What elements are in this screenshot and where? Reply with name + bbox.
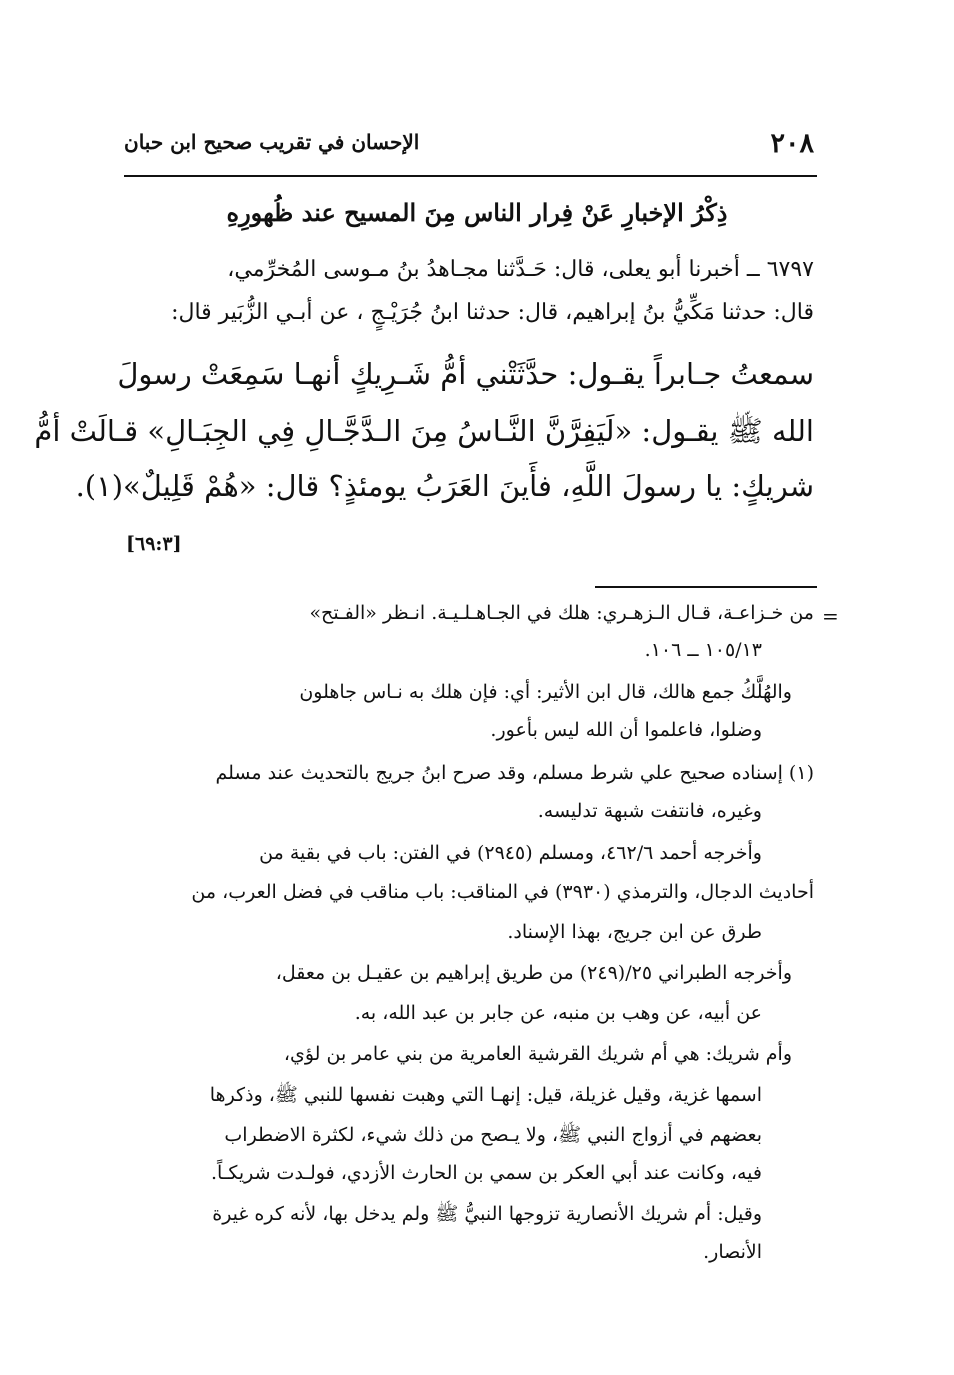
footnote-line: فيه، وكانت عند أبي العكر بن سمي بن الحارث الأزدي، فولـدت شريكـاً.: [210, 1162, 762, 1184]
footnote-line: طرق عن ابن جريج، بهذا الإسناد.: [507, 921, 762, 943]
header-rule: [124, 175, 817, 177]
footnote-line: وغيره، فانتفت شبهة تدليسه.: [537, 800, 762, 822]
footnote-rule: [595, 586, 817, 588]
matn-line: الله ﷺ يقـول: «لَيَفِرَّنَّ النَّـاسُ مِنَ الـدَّجَّـالِ فِي الجِبَـالِ» قـالَتْ أمُّ: [34, 414, 814, 448]
footnote-line: وقيل: أم شريك الأنصارية تزوجها النبيُّ ﷺ ولم يدخل بها، لأنه كره غيرة: [212, 1203, 762, 1225]
footnote-line: بعضهم في أزواج النبي ﷺ، ولا يـصح من ذلك شيء، لكثرة الاضطراب: [224, 1124, 762, 1146]
source-reference: [٦٩:٣]: [126, 533, 182, 555]
footnote-line: وأخرجه أحمد ٤٦٢/٦، ومسلم (٢٩٤٥) في الفتن: باب في بقية من: [259, 842, 762, 864]
footnote-line: عن أبيه، عن وهب بن منبه، عن جابر بن عبد الله، به.: [354, 1002, 762, 1024]
footnote-line: والهُلَّكُ جمع هالك، قال ابن الأثير: أي: فإن هلك به نـاس جاهلون: [299, 681, 792, 703]
matn-line: سمعتُ جـابراً يقـول: حدَّثَتْني أمُّ شَـرِيكٍ أنهـا سَمِعَتْ رسولَ: [117, 357, 814, 391]
footnote-line: الأنصار.: [703, 1241, 762, 1263]
matn-line: شريكٍ: يا رسولَ اللَّهِ، فأَينَ العَرَبُ يومئذٍ؟ قال: «هُمْ قَلِيلٌ»(١).: [75, 469, 814, 503]
footnote-line: (١) إسناده صحيح علي شرط مسلم، وقد صرح ابنُ جريج بالتحديث عند مسلم: [215, 762, 814, 784]
continuation-mark: =: [822, 604, 839, 628]
footnote-line: وأم شريك: هي أم شريك القرشية العامرية من بني عامر بن لؤي،: [283, 1043, 792, 1065]
page-number: ٢٠٨: [770, 128, 814, 159]
footnote-line: من خـزاعـة، قـال الـزهـري: هلك في الجـاهـلـيـة. انـظر «الفـتح»: [309, 602, 814, 624]
footnote-line: وأخرجه الطبراني ٢٥/(٢٤٩) من طريق إبراهيم بن عقيـل بن معقل،: [275, 962, 792, 984]
footnote-line: أحاديث الدجال، والترمذي (٣٩٣٠) في المناقب: باب مناقب في فضل العرب، من: [191, 881, 814, 903]
footnote-line: وضلوا، فاعلموا أن الله ليس بأعور.: [490, 719, 762, 741]
chapter-heading: ذِكْرُ الإخبارِ عَنْ فِرار الناس مِنَ المسيح عند ظُهورِهِ: [226, 198, 728, 227]
footnote-line: ١٠٥/١٣ ــ ١٠٦.: [644, 639, 762, 661]
isnad-line: ٦٧٩٧ ــ أخبرنا أبو يعلى، قال: حَـدَّثنا مجـاهدُ بنُ مـوسى المُخرِّمي،: [227, 257, 814, 282]
footnote-line: اسمها غزية، وقيل غزيلة، قيل: إنهـا التي وهبت نفسها للنبي ﷺ، وذكرها: [209, 1084, 762, 1106]
isnad-line: قال: حدثنا مَكِّيُّ بنُ إبراهيم، قال: حدثنا ابنُ جُرَيْـجٍ ، عن أبـي الزُّبَير قال:: [171, 300, 814, 325]
running-title: الإحسان في تقريب صحيح ابن حبان: [124, 130, 420, 154]
